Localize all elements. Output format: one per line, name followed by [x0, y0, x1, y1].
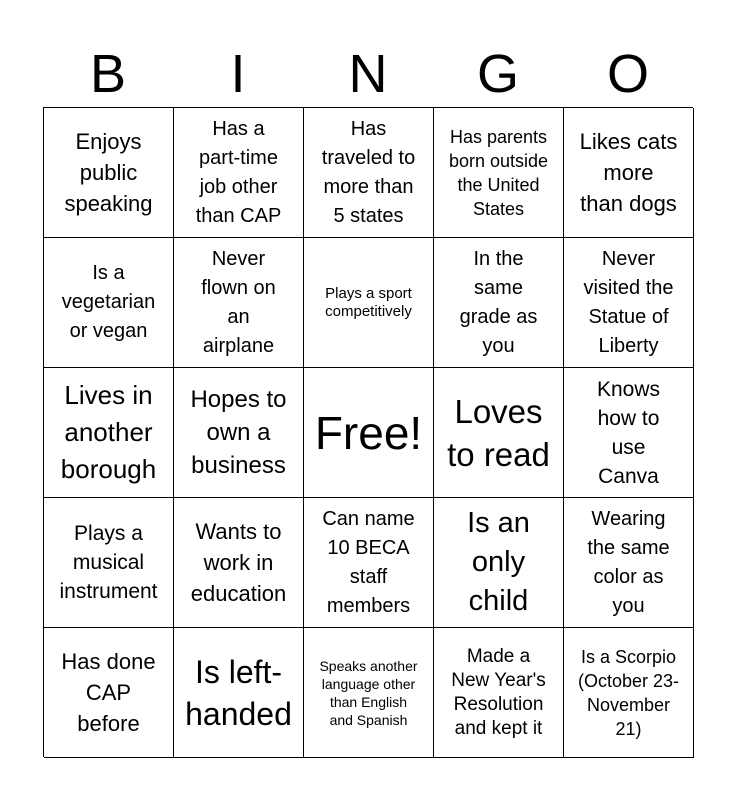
bingo-cell[interactable]: Plays a musical instrument: [44, 498, 174, 628]
bingo-cell[interactable]: Hopes to own a business: [174, 368, 304, 498]
header-letter-i: I: [230, 44, 246, 104]
bingo-grid: [43, 107, 693, 757]
bingo-cell[interactable]: Has done CAP before: [44, 628, 174, 758]
bingo-cell[interactable]: Lives in another borough: [44, 368, 174, 498]
bingo-cell[interactable]: Can name 10 BECA staff members: [304, 498, 434, 628]
bingo-free-cell[interactable]: Free!: [304, 368, 434, 498]
header-letter-n: N: [348, 44, 388, 104]
bingo-cell[interactable]: Loves to read: [434, 368, 564, 498]
bingo-cell[interactable]: Plays a sport competitively: [304, 238, 434, 368]
header-letter-b: B: [89, 44, 127, 104]
bingo-cell[interactable]: Wants to work in education: [174, 498, 304, 628]
bingo-cell[interactable]: Speaks another language other than English and Spanish: [304, 628, 434, 758]
bingo-cell[interactable]: Enjoys public speaking: [44, 108, 174, 238]
bingo-cell[interactable]: Never visited the Statue of Liberty: [564, 238, 694, 368]
bingo-cell[interactable]: Likes cats more than dogs: [564, 108, 694, 238]
bingo-cell[interactable]: Is left- handed: [174, 628, 304, 758]
bingo-cell[interactable]: Has traveled to more than 5 states: [304, 108, 434, 238]
header-letter-o: O: [606, 44, 649, 104]
bingo-header: [43, 40, 693, 108]
bingo-cell[interactable]: In the same grade as you: [434, 238, 564, 368]
bingo-cell[interactable]: Has parents born outside the United States: [434, 108, 564, 238]
bingo-cell[interactable]: Is an only child: [434, 498, 564, 628]
bingo-cell[interactable]: Is a Scorpio (October 23- November 21): [564, 628, 694, 758]
bingo-cell[interactable]: Has a part-time job other than CAP: [174, 108, 304, 238]
bingo-cell[interactable]: Knows how to use Canva: [564, 368, 694, 498]
bingo-cell[interactable]: Made a New Year's Resolution and kept it: [434, 628, 564, 758]
bingo-cell[interactable]: Never flown on an airplane: [174, 238, 304, 368]
header-letter-g: G: [476, 44, 519, 104]
bingo-cell[interactable]: Is a vegetarian or vegan: [44, 238, 174, 368]
bingo-cell[interactable]: Wearing the same color as you: [564, 498, 694, 628]
